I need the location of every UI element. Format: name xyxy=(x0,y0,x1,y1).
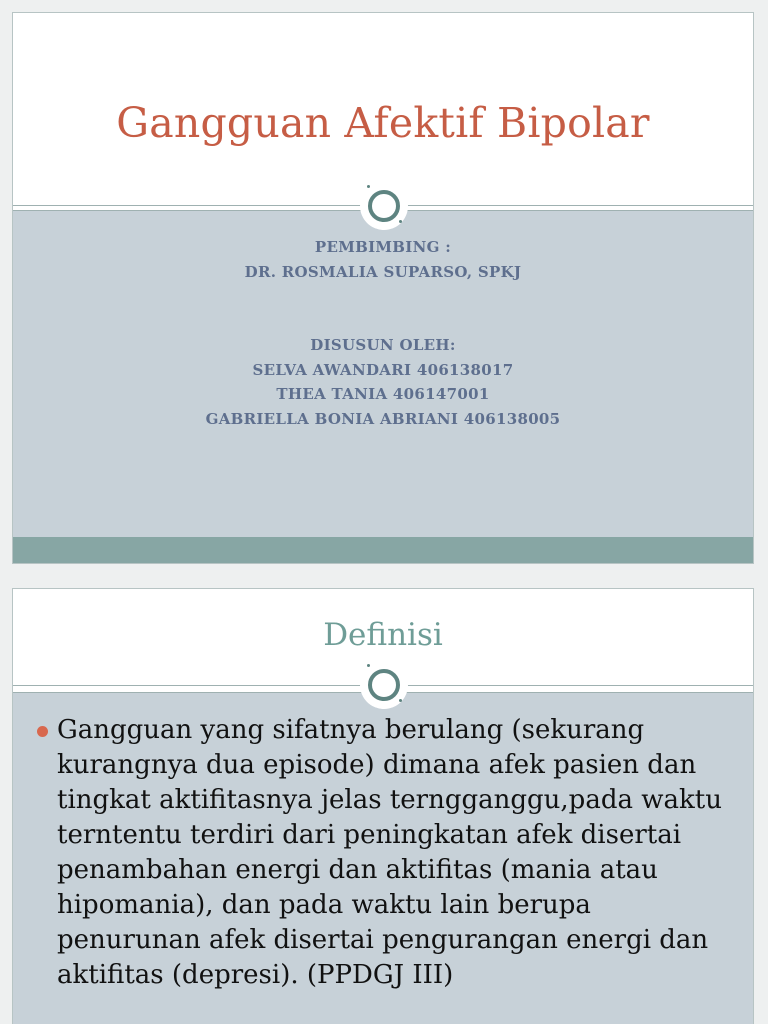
authors-label: DISUSUN OLEH: xyxy=(310,336,456,354)
slide-title: Gangguan Afektif Bipolar xyxy=(116,99,650,147)
bullet-item: Gangguan yang sifatnya berulang (sekurang kurangnya dua episode) dimana afek pasien dan tingkat aktifitasnya jelas terngganggu,pada waktu terntentu terdiri dari peningkatan afek disertai penambahan energi dan aktifitas (mania atau hipomania), dan pada waktu lain berupa penurunan afek disertai pengurangan energi dan aktifitas (depresi). (PPDGJ III) xyxy=(57,715,722,990)
subtitle-block xyxy=(13,235,753,431)
footer-bar xyxy=(13,537,753,564)
supervisor-label: PEMBIMBING : xyxy=(314,238,452,256)
spacer xyxy=(13,284,753,333)
ornament-dot xyxy=(367,185,370,188)
ring-ornament-icon xyxy=(368,190,400,222)
bullet-icon xyxy=(37,726,48,737)
ornament-dot xyxy=(399,699,402,702)
ornament-dot xyxy=(367,664,370,667)
slide-heading: Definisi xyxy=(323,617,443,653)
title-area xyxy=(13,13,753,205)
definition-slide xyxy=(12,588,754,1024)
author-line: GABRIELLA BONIA ABRIANI 406138005 xyxy=(205,409,561,428)
ornament-dot xyxy=(399,220,402,223)
author-line: SELVA AWANDARI 406138017 xyxy=(252,360,514,379)
supervisor-name: DR. ROSMALIA SUPARSO, SPKJ xyxy=(244,262,522,281)
title-slide xyxy=(12,12,754,564)
ring-ornament-icon xyxy=(368,669,400,701)
author-line: THEA TANIA 406147001 xyxy=(276,385,490,403)
